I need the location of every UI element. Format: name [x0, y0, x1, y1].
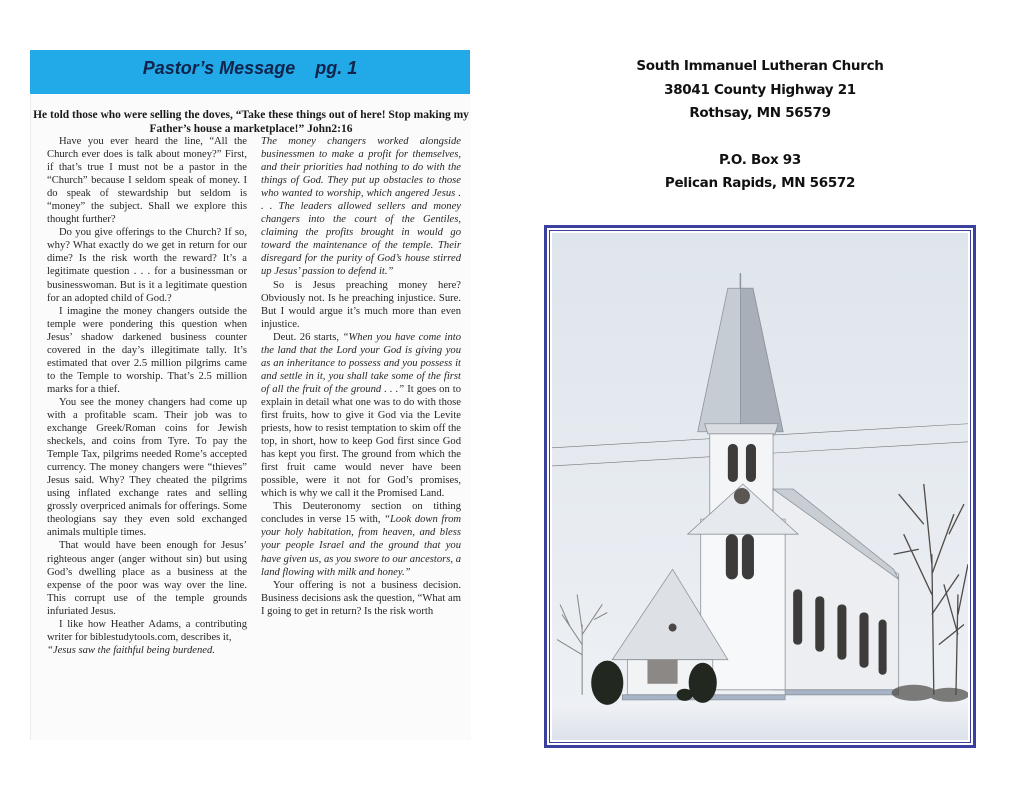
- paragraph: I imagine the money changers outside the temple were pondering this question when Jesus’ shadow darkened business counter covered in the day’s illegitimate tally. It’s estimated that over 2.5 million pilgrims came to the Temple to worship. That’s 2.5 million marks for a thief.: [47, 305, 247, 395]
- po-box: P.O. Box 93: [718, 151, 801, 168]
- paragraph: Have you ever heard the line, “All the Church ever does is talk about money?” First, if that’s true I must not be a pastor in the “Church” because I seldom speak of money. I do speak of stewardship but seldom is “money” the subject. Shall we explore this thought further?: [47, 136, 247, 226]
- church-address: [540, 55, 980, 196]
- paragraph: Your offering is not a business decision. Business decisions ask the question, “What am I going to get in return? Is the risk worth: [261, 579, 461, 617]
- street-address: 38041 County Highway 21: [664, 81, 856, 98]
- inline-quote: “Look down from your holy habitation, from heaven, and bless your people Israel and the ground that you have given us, as you swore to our ancestors, a land flowing with milk and honey.”: [261, 514, 461, 578]
- paragraph-lead: Deut. 26 starts,: [273, 331, 339, 343]
- po-city-state-zip: Pelican Rapids, MN 56572: [664, 175, 856, 191]
- newsletter-page-right: [540, 0, 980, 791]
- city-state-zip: Rothsay, MN 56579: [689, 105, 831, 121]
- paragraph: That would have been enough for Jesus’ righteous anger (anger without sin) but using God’s dwelling place as a business at the expense of the poor was way over the line. This corrupt use of the temple grounds infuriated Jesus.: [47, 540, 247, 617]
- paragraph: [261, 500, 461, 578]
- article-column-right: [261, 135, 461, 740]
- paragraph: You see the money changers had come up with a profitable scam. Their job was to exchange Greek/Roman coins for Jewish sheckels, and coins from Tyre. To pay the Temple Tax, pilgrims needed Rome’s accepted currency. The money changers were “thieves” Jesus said. Why? They cheated the pilgrims using inflated exchange rates and selling grossly overpriced animals for offerings. Some theologians say they even sold exchanged animals multiple times.: [47, 396, 247, 539]
- block-quote: The money changers worked alongside businessmen to make a profit for themselves, and their priorities had nothing to do with the things of God. They put up obstacles to those who wanted to worship, which angered Jesus . . . The leaders allowed sellers and money changers into the court of the Gentiles, claiming the profits brought in would go toward the maintenance of the temple. Their disregard for the purity of God’s house stirred up Jesus’ passion to defend it.”: [261, 136, 461, 278]
- scripture-heading: He told those who were selling the doves, “Take these things out of here! Stop making my Father’s house a marketplace!” John2:16: [33, 109, 469, 135]
- header-banner: [30, 50, 470, 94]
- quote-start: “Jesus saw the faithful being burdened.: [47, 644, 215, 656]
- paragraph-lead: This Deuteronomy section on tithing concludes in verse 15 with,: [261, 501, 461, 526]
- newsletter-page-left: [30, 50, 470, 740]
- inline-quote: “When you have come into the land that the Lord your God is giving you as an inheritance to possess and you possess it and settle in it, you shall take some of the first of all the fruit of the ground . . .”: [261, 331, 461, 395]
- paragraph: So is Jesus preaching money here? Obviously not. Is he preaching injustice. Sure. But I would argue it’s much more than even injustice.: [261, 279, 461, 330]
- paragraph: [261, 331, 461, 501]
- church-photo: [552, 233, 968, 740]
- church-photo-frame: [544, 225, 976, 748]
- article-column-left: [47, 135, 247, 740]
- banner-title: Pastor’s Message pg. 1: [142, 58, 358, 78]
- paragraph: Do you give offerings to the Church? If so, why? What exactly do we get in return for our dime? Is the risk worth the reward? It’s a legitimate question . . . for a businessman or businesswoman. But is it a legitimate question for an adopted child of God.?: [47, 227, 247, 304]
- paragraph-rest: It goes on to explain in detail what one was to do with those first fruits, how to give it God via the Levite priests, how to resist temptation to skim off the top, in short, how to keep God first since God has kept you first. The ground from which the first fruit came would never have been possible, were it not for God’s promises, which is why we call it the Promised Land.: [261, 383, 461, 500]
- scanned-article: [30, 94, 471, 740]
- church-name: South Immanuel Lutheran Church: [636, 58, 884, 74]
- paragraph: I like how Heather Adams, a contributing writer for biblestudytools.com, describes it,: [47, 618, 247, 643]
